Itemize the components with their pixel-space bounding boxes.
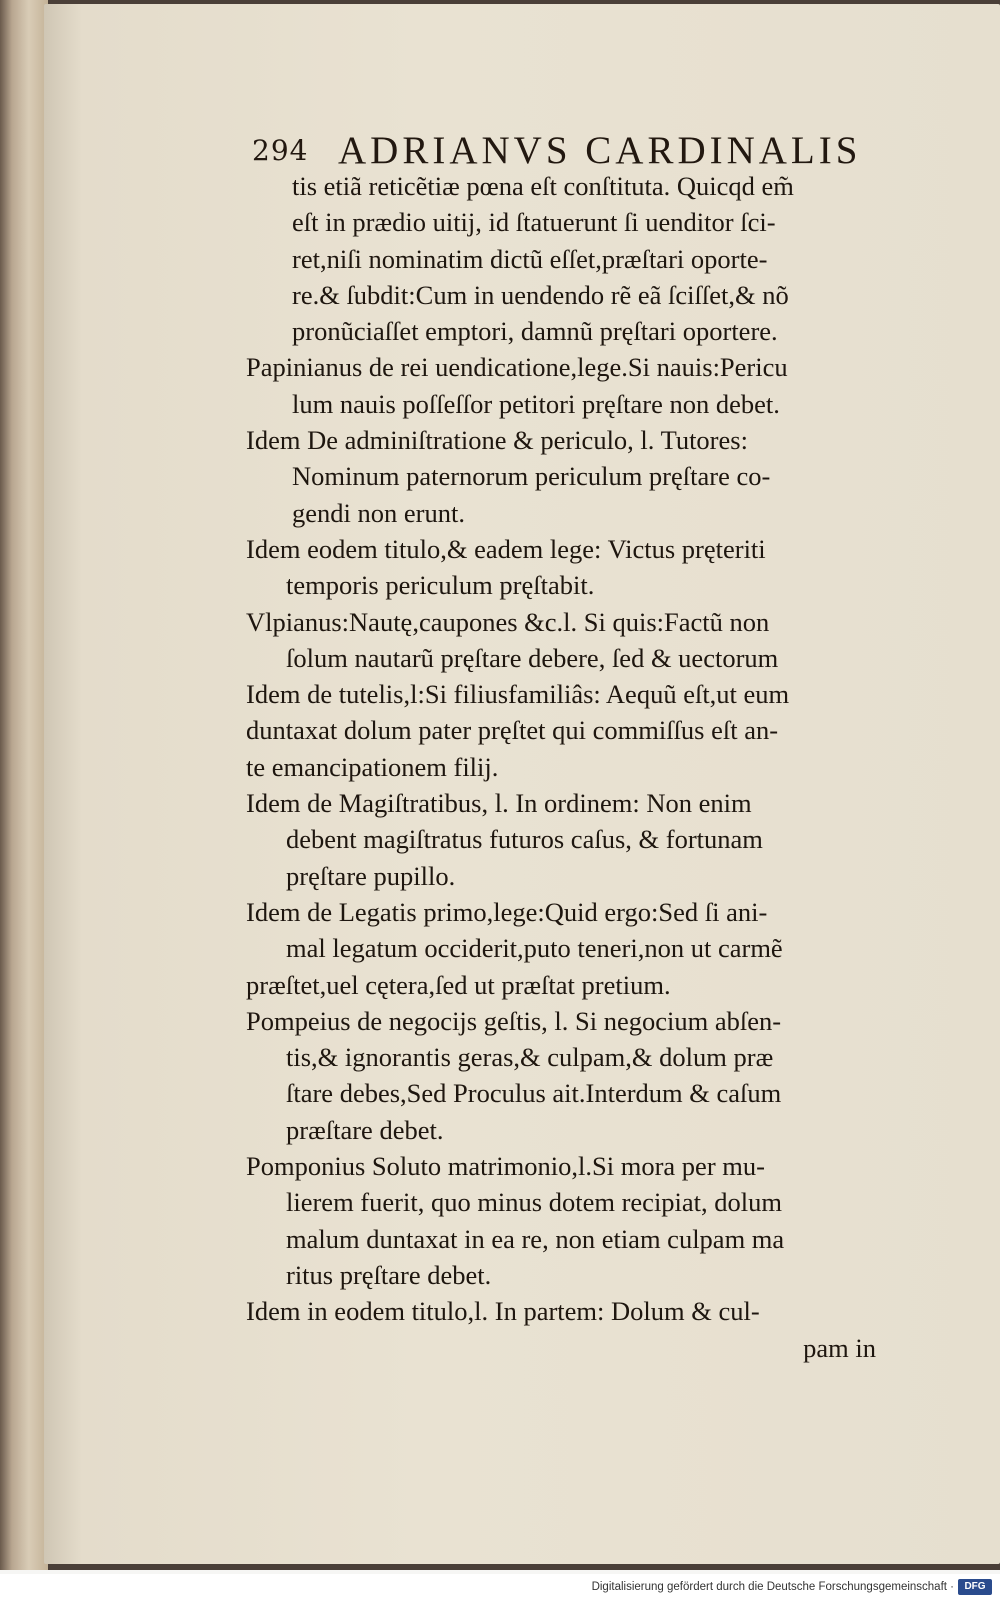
footer-credit: Digitalisierung gefördert durch die Deutsche Forschungsgemeinschaft ·: [591, 1581, 954, 1593]
text-line: præſtare debet.: [286, 1114, 444, 1145]
text-line: Pomponius Soluto matrimonio,l.Si mora per mu-: [246, 1151, 765, 1182]
page-number: 294: [252, 134, 309, 167]
text-line: pronũciaſſet emptori, damnũ pręſtari oportere.: [292, 316, 778, 347]
text-line: Idem eodem titulo,& eadem lege: Victus pręteriti: [246, 533, 766, 564]
text-line: tis,& ignorantis geras,& culpam,& dolum præ: [286, 1042, 774, 1073]
text-line: Pompeius de negocijs geſtis, l. Si negocium abſen-: [246, 1005, 782, 1036]
text-line: temporis periculum pręſtabit.: [286, 570, 595, 601]
text-line: Papinianus de rei uendicatione,lege.Si nauis:Pericu: [246, 352, 788, 383]
text-line: te emancipationem filij.: [246, 751, 499, 782]
text-line: ſolum nautarũ pręſtare debere, ſed & uectorum: [286, 642, 779, 673]
running-head: ADRIANVS CARDINALIS: [338, 129, 862, 172]
text-line: debent magiſtratus futuros caſus, & fortunam: [286, 824, 763, 855]
text-line: eſt in prædio uitij, id ſtatuerunt ſi uenditor ſci-: [292, 207, 776, 238]
text-line: tis etiã reticẽtiæ pœna eſt conſtituta. Quicqd em̃: [292, 171, 794, 201]
text-line: lum nauis poſſeſſor petitori pręſtare non debet.: [292, 388, 780, 419]
dfg-logo-icon: DFG: [958, 1579, 992, 1595]
text-line: lierem fuerit, quo minus dotem recipiat, dolum: [286, 1187, 783, 1218]
text-line: pręſtare pupillo.: [286, 860, 456, 891]
text-line: duntaxat dolum pater pręſtet qui commiſſus eſt an-: [246, 715, 779, 746]
text-line: ritus pręſtare debet.: [286, 1259, 492, 1290]
text-line: Idem in eodem titulo,l. In partem: Dolum & cul-: [246, 1296, 760, 1327]
text-line: re.& ſubdit:Cum in uendendo rẽ eã ſciſſet,& nõ: [292, 279, 789, 310]
catchword: pam in: [803, 1332, 876, 1363]
text-line: mal legatum occiderit,puto teneri,non ut carmẽ: [286, 933, 783, 964]
text-line: Idem de Legatis primo,lege:Quid ergo:Sed ſi ani-: [246, 896, 768, 927]
text-line: Vlpianus:Nautę,caupones &c.l. Si quis:Factũ non: [246, 606, 770, 637]
text-line: malum duntaxat in ea re, non etiam culpam ma: [286, 1223, 785, 1254]
text-line: præſtet,uel cętera,ſed ut præſtat pretium.: [246, 969, 671, 1000]
text-line: Idem De adminiſtratione & periculo, l. Tutores:: [246, 425, 748, 456]
text-line: ſtare debes,Sed Proculus ait.Interdum & caſum: [286, 1078, 782, 1109]
text-line: Nominum paternorum periculum pręſtare co-: [292, 461, 771, 492]
digitization-footer: [0, 1574, 1000, 1603]
body-text: [246, 168, 906, 1366]
book-page-edges: [0, 0, 48, 1570]
text-line: ret,niſi nominatim dictũ eſſet,præſtari oporte-: [292, 243, 768, 274]
page-header: [252, 128, 912, 172]
text-line: Idem de Magiſtratibus, l. In ordinem: Non enim: [246, 788, 752, 819]
text-line: gendi non erunt.: [292, 497, 465, 528]
text-line: Idem de tutelis,l:Si filiusfamiliâs: Aequũ eſt,ut eum: [246, 679, 790, 710]
